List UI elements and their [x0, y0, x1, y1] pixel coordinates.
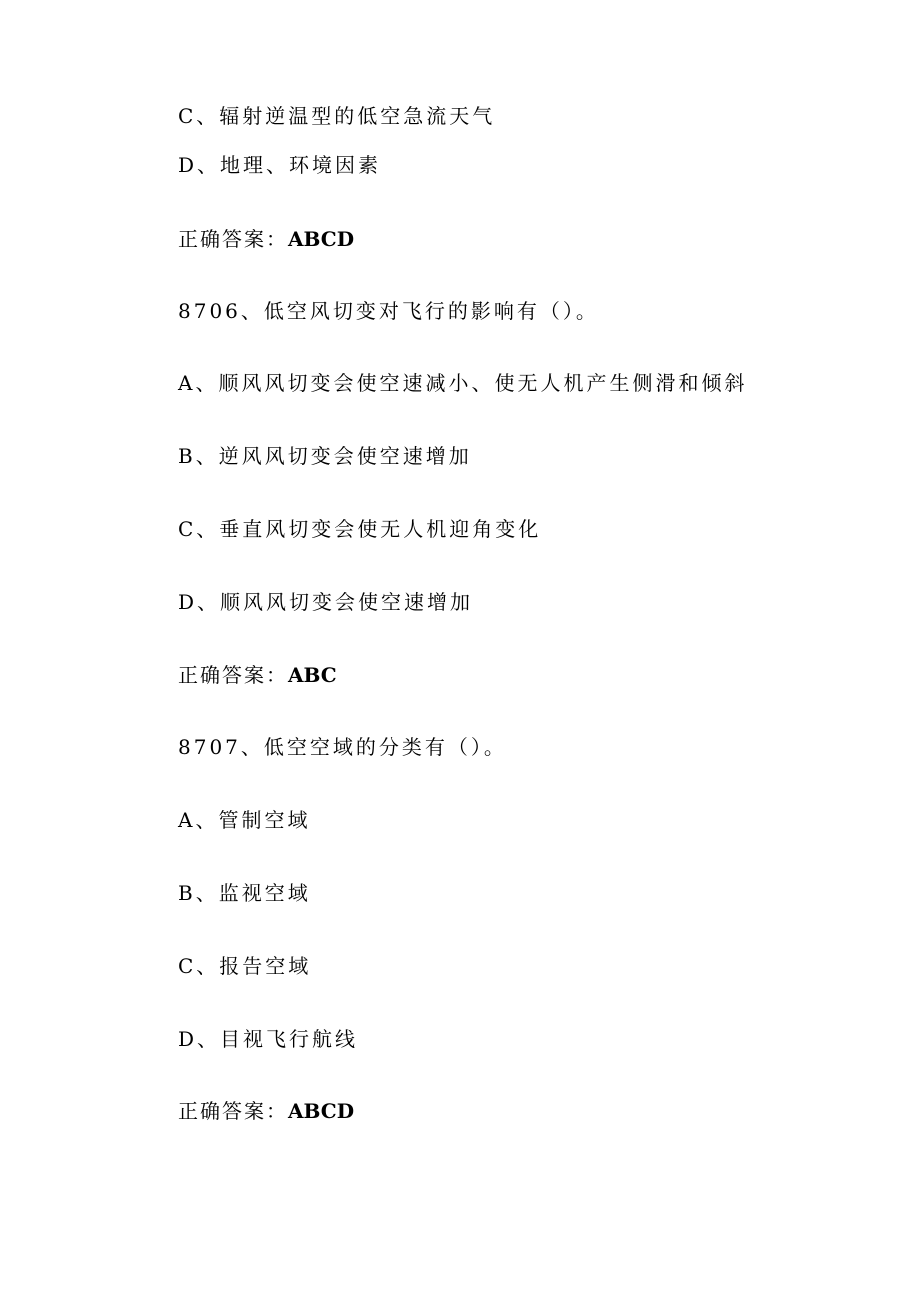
answer-label: 正确答案：: [178, 1099, 288, 1123]
option-d: D、目视飞行航线: [178, 1027, 359, 1051]
option-d: D、顺风风切变会使空速增加: [178, 590, 474, 614]
option-a: A、管制空域: [178, 808, 311, 832]
answer-value: ABCD: [288, 1099, 355, 1123]
option-a: A、顺风风切变会使空速减小、使无人机产生侧滑和倾斜: [178, 371, 748, 395]
answer-value: ABC: [288, 663, 337, 687]
correct-answer: [178, 1098, 354, 1124]
correct-answer: [178, 662, 337, 688]
option-c: C、垂直风切变会使无人机迎角变化: [178, 517, 542, 541]
option-c: C、报告空域: [178, 954, 312, 978]
question-8706: 8706、低空风切变对飞行的影响有（）。: [178, 299, 599, 323]
answer-value: ABCD: [288, 227, 355, 251]
option-c: C、辐射逆温型的低空急流天气: [178, 104, 496, 128]
correct-answer: [178, 226, 354, 252]
option-d: D、地理、环境因素: [178, 153, 382, 177]
answer-label: 正确答案：: [178, 663, 288, 687]
answer-label: 正确答案：: [178, 227, 288, 251]
question-8707: 8707、低空空域的分类有（）。: [178, 735, 507, 759]
option-b: B、逆风风切变会使空速增加: [178, 444, 472, 468]
option-b: B、监视空域: [178, 881, 311, 905]
